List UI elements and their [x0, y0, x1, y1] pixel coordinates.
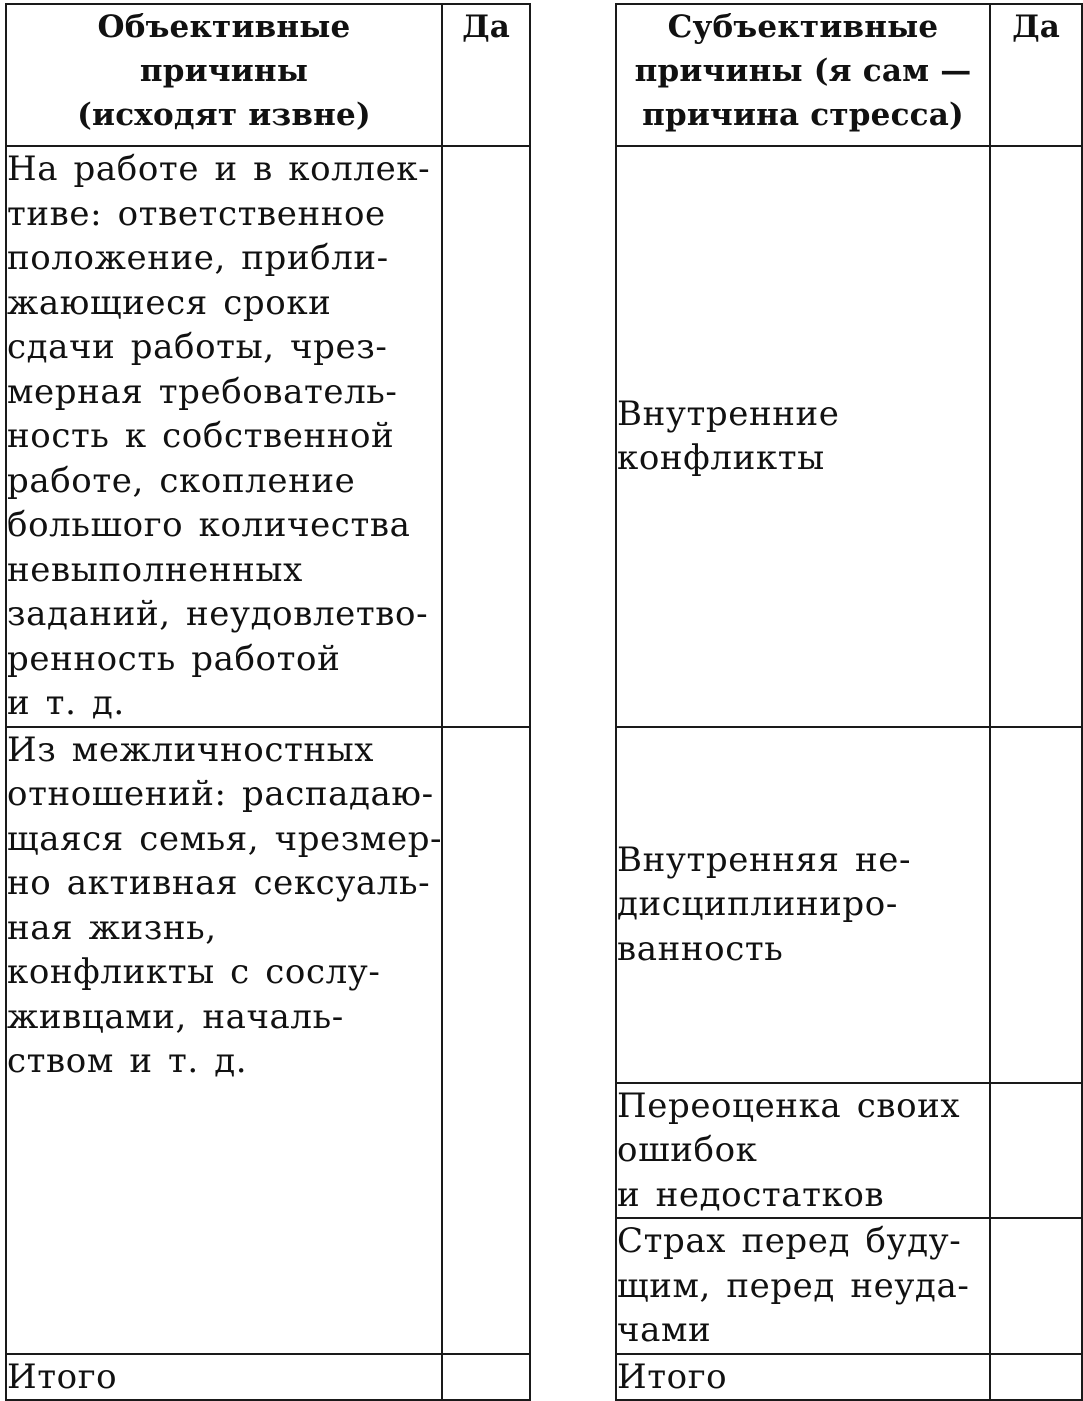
- fear-yes-cell[interactable]: [990, 1218, 1082, 1354]
- cell-text: мерная требователь-: [7, 371, 398, 412]
- cell-text: дисциплиниро-: [617, 884, 898, 925]
- cell-text: щаяся семья, чрезмер-: [7, 818, 443, 859]
- overestimation-cell: [616, 1083, 990, 1219]
- cell-text: ность к собственной: [7, 416, 395, 456]
- cell-text: Страх перед буду-: [617, 1221, 962, 1261]
- table-row: [6, 146, 1082, 727]
- cell-text: положение, прибли-: [7, 238, 389, 278]
- cell-text: щим, перед неуда-: [617, 1265, 970, 1306]
- cell-text: конфликты с сослу-: [7, 952, 381, 992]
- cell-text: ванность: [617, 928, 784, 969]
- relations-yes-cell[interactable]: [442, 727, 530, 1354]
- header-text: причина стресса): [642, 97, 964, 133]
- cell-text: ством и т. д.: [7, 1041, 248, 1081]
- cell-text: и т. д.: [7, 683, 125, 723]
- cell-text: большого количества: [7, 505, 411, 545]
- cell-text: Переоценка своих: [617, 1085, 961, 1126]
- cell-text: ная жизнь,: [7, 907, 217, 948]
- indiscipline-yes-cell[interactable]: [990, 727, 1082, 1083]
- inner-conflicts-cell: [616, 146, 990, 727]
- cell-text: жающиеся сроки: [7, 282, 332, 323]
- stress-causes-table-container: [5, 3, 1060, 1397]
- column-gap: [530, 146, 616, 727]
- cell-text: конфликты: [617, 438, 825, 479]
- column-gap: [530, 1354, 616, 1401]
- cell-text: На работе и в коллек-: [7, 149, 431, 189]
- stress-causes-table: [5, 3, 1083, 1401]
- column-gap: [530, 727, 616, 1354]
- total-right-yes-cell[interactable]: [990, 1354, 1082, 1401]
- column-gap: [530, 4, 616, 146]
- objective-causes-header: [6, 4, 442, 146]
- cell-text: ренность работой: [7, 638, 341, 679]
- header-row: [6, 4, 1082, 146]
- relations-causes-cell: [6, 727, 442, 1354]
- cell-text: живцами, началь-: [7, 996, 344, 1037]
- cell-text: ошибок: [617, 1130, 758, 1170]
- cell-text: тиве: ответственное: [7, 193, 386, 234]
- subjective-causes-header: [616, 4, 990, 146]
- header-text: (исходят извне): [77, 97, 371, 133]
- work-yes-cell[interactable]: [442, 146, 530, 727]
- header-text: Объективные: [97, 9, 351, 45]
- total-left-yes-cell[interactable]: [442, 1354, 530, 1401]
- overestimation-yes-cell[interactable]: [990, 1083, 1082, 1219]
- cell-text: отношений: распадаю-: [7, 774, 434, 814]
- cell-text: сдачи работы, чрез-: [7, 327, 388, 367]
- totals-row: [6, 1354, 1082, 1401]
- objective-yes-header: Да: [442, 4, 530, 146]
- cell-text: чами: [617, 1310, 712, 1350]
- total-right-cell: Итого: [616, 1354, 990, 1401]
- header-text: причины: [139, 53, 309, 89]
- cell-text: заданий, неудовлетво-: [7, 594, 429, 634]
- inner-conflicts-yes-cell[interactable]: [990, 146, 1082, 727]
- work-causes-cell: [6, 146, 442, 727]
- subjective-yes-header: Да: [990, 4, 1082, 146]
- fear-cell: [616, 1218, 990, 1354]
- header-text: причины (я сам —: [634, 53, 972, 89]
- cell-text: Внутренняя не-: [617, 839, 912, 880]
- cell-text: невыполненных: [7, 549, 303, 590]
- cell-text: Внутренние: [617, 393, 840, 434]
- total-left-cell: Итого: [6, 1354, 442, 1401]
- cell-text: Из межличностных: [7, 729, 375, 770]
- cell-text: работе, скопление: [7, 460, 356, 501]
- cell-text: и недостатков: [617, 1174, 885, 1215]
- header-text: Субъективные: [667, 9, 939, 45]
- table-row: [6, 727, 1082, 1083]
- cell-text: но активная сексуаль-: [7, 863, 431, 903]
- indiscipline-cell: [616, 727, 990, 1083]
